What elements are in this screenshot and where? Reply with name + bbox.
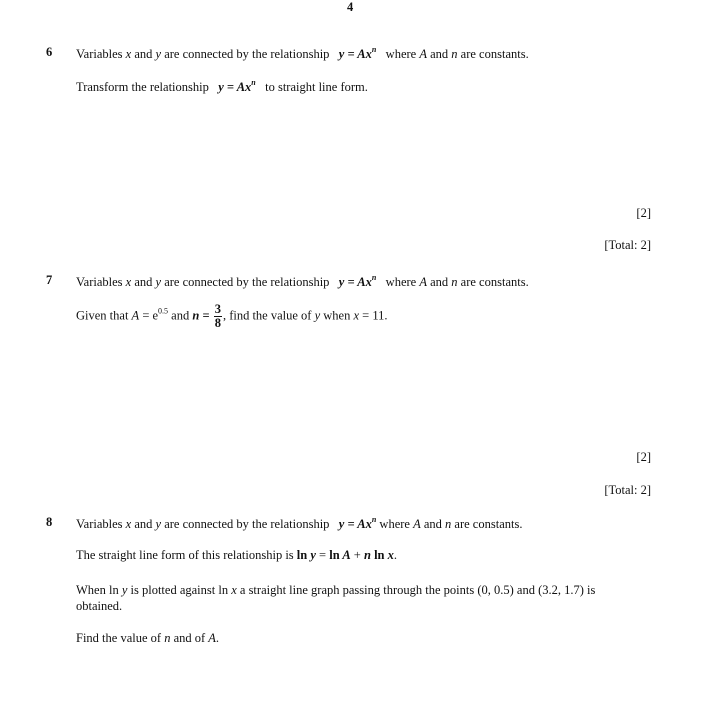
text-segment: = e <box>139 308 159 323</box>
text-segment: and <box>168 308 193 323</box>
text-segment: x <box>365 47 372 61</box>
q8-line <box>76 548 397 563</box>
text-segment: The straight line form of this relationship is <box>76 548 297 562</box>
q7-total: [Total: 2] <box>604 483 651 497</box>
text-segment: ln <box>296 548 308 562</box>
text-segment: x <box>125 275 132 289</box>
question-7-number: 7 <box>46 273 53 287</box>
text-segment: and <box>426 275 452 289</box>
text-segment: Variables <box>76 517 126 531</box>
text-segment: A <box>208 631 216 645</box>
text-segment: Transform the relationship <box>76 80 219 94</box>
text-segment: + <box>350 548 364 562</box>
text-segment: and <box>131 517 156 531</box>
fraction-numerator: 3 <box>214 302 221 316</box>
text-segment: are connected by the relationship <box>161 517 339 531</box>
q8-line <box>76 515 522 532</box>
text-segment: a straight line graph passing through the points (0, 0.5) and (3.2, 1.7) is <box>236 583 596 597</box>
text-segment: x <box>231 583 237 597</box>
text-segment: n <box>363 548 371 562</box>
text-segment: n <box>445 517 452 531</box>
q8-line <box>76 599 122 614</box>
text-segment: Variables <box>76 47 126 61</box>
text-segment: and of <box>170 631 209 645</box>
text-segment: n <box>164 631 171 645</box>
q6-line <box>76 78 368 95</box>
text-segment: A <box>131 308 140 323</box>
text-segment: and <box>131 275 156 289</box>
text-segment: n <box>451 275 458 289</box>
text-segment: , find the value of <box>222 308 315 323</box>
text-segment: x <box>125 47 132 61</box>
text-segment: is plotted against ln <box>127 583 232 597</box>
text-segment: y <box>155 47 162 61</box>
fraction <box>214 303 222 330</box>
text-segment: y <box>314 308 321 323</box>
text-segment: are constants. <box>457 47 529 61</box>
q6-line <box>76 45 529 62</box>
text-segment: When ln <box>76 583 122 597</box>
text-segment: A <box>419 275 427 289</box>
text-segment: y = Ax <box>218 80 252 94</box>
text-segment: x <box>353 308 360 323</box>
text-segment: to straight line form. <box>255 80 368 94</box>
text-segment: where <box>376 275 420 289</box>
text-segment: are connected by the relationship <box>161 47 339 61</box>
text-segment: and <box>426 47 452 61</box>
text-segment: n <box>251 78 256 87</box>
text-segment: where <box>376 517 414 531</box>
text-segment: . <box>215 631 220 645</box>
page-number: 4 <box>347 0 354 14</box>
text-segment: . <box>393 548 397 562</box>
text-segment: x <box>125 517 132 531</box>
text-segment: x <box>384 548 394 562</box>
text-segment: n <box>371 273 377 282</box>
text-segment: y <box>121 583 128 597</box>
q7-marks: [2] <box>636 450 651 464</box>
text-segment: y = Ax <box>338 275 372 289</box>
q6-marks: [2] <box>636 206 651 220</box>
text-segment: = <box>315 548 330 562</box>
text-segment: ln <box>329 548 340 562</box>
text-segment: where <box>376 47 420 61</box>
text-segment: y <box>155 517 162 531</box>
text-segment: y <box>307 548 316 562</box>
text-segment: y = A <box>338 47 366 61</box>
text-segment: n <box>371 45 377 54</box>
text-segment: and <box>131 47 156 61</box>
text-segment: y = Ax <box>338 517 372 531</box>
text-segment: and <box>420 517 446 531</box>
text-segment: Given that <box>76 308 132 323</box>
text-segment: n <box>192 308 200 323</box>
text-segment: obtained. <box>76 599 123 613</box>
text-segment: are connected by the relationship <box>161 275 339 289</box>
text-segment: when <box>320 308 354 323</box>
fraction-denominator: 8 <box>214 316 221 330</box>
text-segment: A <box>419 47 427 61</box>
text-segment: A <box>413 517 421 531</box>
q7-line <box>76 303 388 330</box>
q7-line <box>76 273 529 290</box>
q6-total: [Total: 2] <box>604 238 651 252</box>
text-segment: Find the value of <box>76 631 165 645</box>
text-segment: Variables <box>76 275 126 289</box>
text-segment: = 11. <box>359 308 388 323</box>
text-segment: 0.5 <box>158 306 169 316</box>
question-6-number: 6 <box>46 45 53 59</box>
question-8-number: 8 <box>46 515 53 529</box>
text-segment: n <box>371 515 377 524</box>
text-segment: A <box>339 548 351 562</box>
text-segment: y <box>155 275 162 289</box>
text-segment: are constants. <box>457 275 529 289</box>
text-segment: n <box>451 47 458 61</box>
q8-line <box>76 631 219 646</box>
text-segment: are constants. <box>451 517 523 531</box>
text-segment: = <box>199 308 213 323</box>
text-segment: ln <box>370 548 385 562</box>
q8-line <box>76 583 595 598</box>
